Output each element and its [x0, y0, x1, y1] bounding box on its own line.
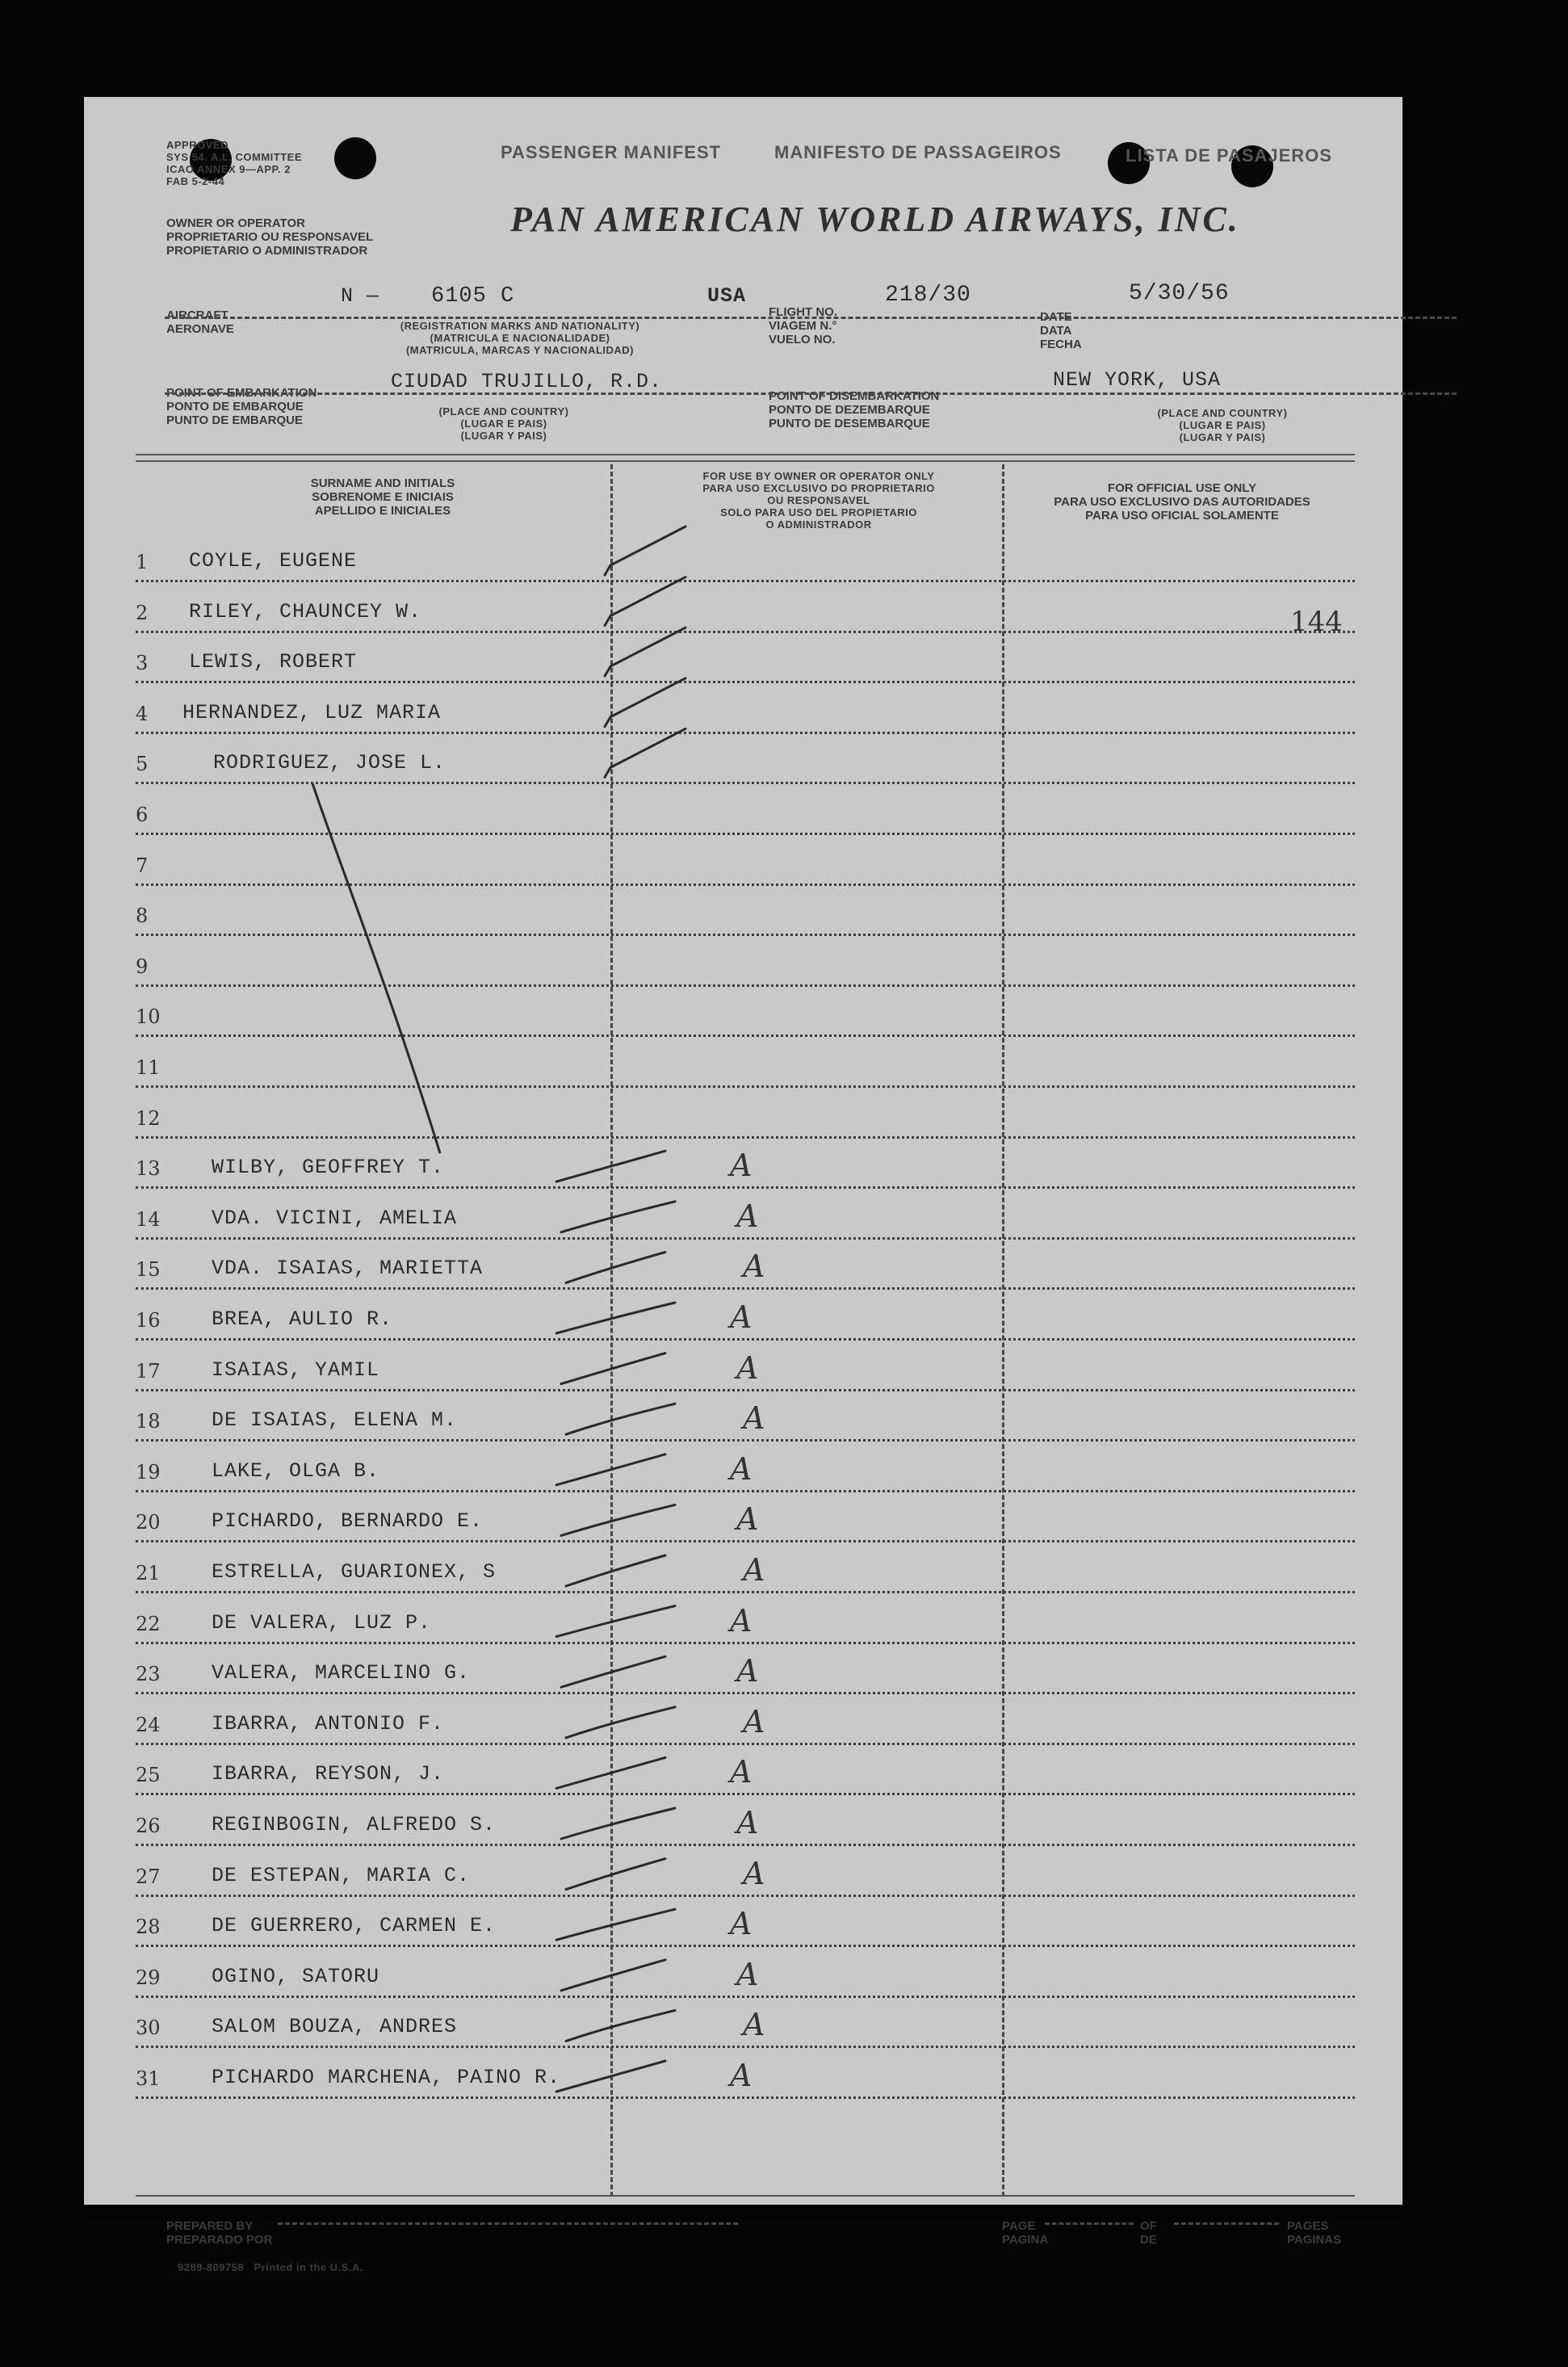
check-mark	[556, 2061, 665, 2092]
flight-label-es: VUELO NO.	[769, 333, 836, 346]
check-mark	[561, 1808, 675, 1839]
check-mark	[561, 1960, 665, 1991]
clearance-mark: A	[743, 2007, 765, 2043]
col-header-owner-line: PARA USO EXCLUSIVO DO PROPRIETARIO	[702, 482, 935, 494]
passenger-name: OGINO, SATORU	[212, 1964, 380, 1988]
check-mark	[556, 1151, 665, 1181]
check-mark	[566, 1707, 675, 1738]
col-header-official-pt: PARA USO EXCLUSIVO DAS AUTORIDADES	[1054, 495, 1310, 509]
passenger-name: RILEY, CHAUNCEY W.	[189, 599, 422, 623]
prepared-by	[166, 2219, 272, 2247]
passenger-name: VALERA, MARCELINO G.	[212, 1661, 471, 1685]
printed-in: Printed in the U.S.A.	[254, 2261, 363, 2273]
col-header-owner-line: OU RESPONSAVEL	[767, 494, 870, 506]
disembarkation-label-en: POINT OF DISEMBARKATION	[769, 389, 940, 403]
page-number-line	[1045, 2222, 1134, 2225]
passenger-name: BREA, AULIO R.	[212, 1307, 393, 1331]
row-number: 29	[136, 1966, 161, 1989]
disembarkation-value: NEW YORK, USA	[1053, 368, 1222, 392]
row-number: 25	[136, 1764, 161, 1787]
row-number: 7	[136, 854, 149, 877]
row-number: 1	[136, 551, 149, 573]
embarkation-label-pt: PONTO DE EMBARQUE	[166, 400, 304, 413]
prepared-by-en: PREPARED BY	[166, 2219, 254, 2233]
col-header-owner-line: FOR USE BY OWNER OR OPERATOR ONLY	[702, 470, 935, 482]
check-mark	[605, 678, 685, 727]
check-mark	[566, 1555, 665, 1586]
title-en: PASSENGER MANIFEST	[501, 142, 722, 162]
check-mark	[556, 1303, 675, 1333]
place-caption: (LUGAR E PAIS)	[460, 418, 547, 430]
row-number: 6	[136, 804, 149, 826]
clearance-mark: A	[730, 2058, 753, 2093]
strike-through-line	[312, 783, 440, 1153]
passenger-name: VDA. ISAIAS, MARIETTA	[212, 1257, 484, 1281]
print-info	[178, 2261, 363, 2273]
col-header-official-es: PARA USO OFICIAL SOLAMENTE	[1085, 509, 1279, 523]
row-number: 12	[136, 1106, 161, 1130]
page-label	[1002, 2219, 1048, 2247]
official-note: 144	[1290, 606, 1343, 638]
owner-label-en: OWNER OR OPERATOR	[166, 216, 305, 230]
check-mark	[605, 728, 685, 777]
check-mark	[605, 577, 685, 626]
of-label-en: OF	[1140, 2219, 1157, 2233]
passenger-name: PICHARDO, BERNARDO E.	[212, 1509, 484, 1534]
row-number: 9	[136, 955, 149, 978]
date-label-pt: DATA	[1040, 324, 1072, 338]
row-number: 22	[136, 1612, 161, 1635]
title-es: LISTA DE PASAJEROS	[1126, 145, 1332, 166]
clearance-mark: A	[730, 1450, 753, 1487]
place-caption: (LUGAR E PAIS)	[1179, 419, 1266, 431]
row-number: 17	[136, 1359, 161, 1383]
row-number: 24	[136, 1713, 161, 1736]
form-code-line: FAB 5-2-44	[166, 175, 225, 187]
row-number: 19	[136, 1460, 161, 1484]
row-number: 4	[136, 702, 149, 725]
pages-label	[1287, 2219, 1341, 2247]
disembarkation-label-es: PUNTO DE DESEMBARQUE	[769, 417, 930, 430]
passenger-name: ISAIAS, YAMIL	[212, 1358, 380, 1382]
owner-label-pt: PROPRIETARIO OU RESPONSAVEL	[166, 230, 374, 244]
clearance-mark: A	[743, 1855, 765, 1891]
page-count-line	[1174, 2222, 1279, 2225]
passenger-name: LAKE, OLGA B.	[212, 1458, 380, 1483]
embarkation-value: CIUDAD TRUJILLO, R.D.	[391, 370, 663, 393]
passenger-name: RODRIGUEZ, JOSE L.	[213, 751, 447, 775]
aircraft-registration: 6105 C	[431, 284, 515, 308]
company-name: PAN AMERICAN WORLD AIRWAYS, INC.	[510, 199, 1240, 239]
aircraft-prefix: N —	[341, 284, 380, 308]
table-bottom-rule	[136, 2195, 1355, 2197]
passenger-name: REGINBOGIN, ALFREDO S.	[212, 1813, 497, 1836]
handwritten-marks	[84, 97, 1402, 2205]
passenger-name: DE VALERA, LUZ P.	[212, 1610, 432, 1635]
col-header-owner-line: SOLO PARA USO DEL PROPIETARIO	[720, 506, 917, 518]
clearance-mark: A	[743, 1703, 765, 1740]
passenger-name: HERNANDEZ, LUZ MARIA	[182, 700, 442, 724]
embarkation-label-es: PUNTO DE EMBARQUE	[166, 413, 303, 427]
of-label-pt: DE	[1140, 2233, 1157, 2247]
page-label-pt: PAGINA	[1002, 2233, 1049, 2247]
clearance-mark: A	[736, 1198, 759, 1234]
prepared-by-line	[278, 2222, 738, 2225]
check-mark	[561, 1202, 675, 1232]
form-code-line: ICAO ANNEX 9—APP. 2	[166, 163, 291, 175]
form-number: 9289-809758	[178, 2261, 245, 2273]
col-header-owner-line: O ADMINISTRADOR	[765, 518, 872, 531]
row-number: 11	[136, 1056, 161, 1079]
owner-label-es: PROPIETARIO O ADMINISTRADOR	[166, 244, 368, 258]
check-mark	[561, 1353, 665, 1384]
row-number: 13	[136, 1157, 161, 1181]
passenger-name: DE ISAIAS, ELENA M.	[212, 1408, 458, 1433]
clearance-mark: A	[730, 1906, 753, 1942]
passenger-name: DE ESTEPAN, MARIA C.	[212, 1863, 471, 1887]
flight-date: 5/30/56	[1129, 281, 1230, 306]
place-caption: (PLACE AND COUNTRY)	[1157, 407, 1288, 419]
aircraft-label-pt: AERONAVE	[166, 322, 234, 336]
of-label	[1140, 2219, 1157, 2247]
date-label-en: DATE	[1040, 310, 1072, 324]
passenger-name: DE GUERRERO, CARMEN E.	[212, 1914, 497, 1938]
row-number: 3	[136, 652, 149, 675]
passenger-name: VDA. VICINI, AMELIA	[212, 1206, 458, 1230]
col-header-names-en: SURNAME AND INITIALS	[310, 476, 455, 490]
passenger-name: WILBY, GEOFFREY T.	[212, 1156, 445, 1180]
row-number: 16	[136, 1309, 161, 1332]
embarkation-label-en: POINT OF EMBARKATION	[166, 386, 317, 400]
reg-caption: (MATRICULA, MARCAS Y NACIONALIDAD)	[405, 344, 635, 356]
date-label-es: FECHA	[1040, 338, 1082, 351]
clearance-mark: A	[736, 1349, 759, 1386]
clearance-mark: A	[743, 1552, 765, 1588]
row-number: 2	[136, 601, 149, 624]
check-mark	[566, 1859, 665, 1890]
clearance-mark: A	[743, 1249, 765, 1285]
manifest-sheet	[84, 97, 1402, 2273]
clearance-mark: A	[736, 1653, 759, 1689]
form-code-line: APPROVED	[166, 139, 228, 151]
check-mark	[605, 527, 685, 575]
clearance-mark: A	[730, 1148, 753, 1184]
reg-caption: (REGISTRATION MARKS AND NATIONALITY)	[400, 320, 640, 332]
row-number: 30	[136, 2017, 161, 2040]
passenger-name: ESTRELLA, GUARIONEX, S	[212, 1560, 497, 1584]
flight-number: 218/30	[885, 283, 971, 308]
check-mark	[605, 627, 685, 676]
aircraft-label-en: AIRCRAFT	[166, 308, 228, 322]
row-number: 21	[136, 1562, 161, 1584]
clearance-mark: A	[736, 1501, 759, 1538]
passenger-name: IBARRA, ANTONIO F.	[212, 1711, 445, 1735]
row-number: 14	[136, 1207, 161, 1231]
prepared-by-pt: PREPARADO POR	[166, 2233, 273, 2247]
title-pt: MANIFESTO DE PASSAGEIROS	[774, 142, 1062, 162]
row-number: 5	[136, 753, 149, 776]
disembarkation-label-pt: PONTO DE DEZEMBARQUE	[769, 403, 930, 417]
clearance-mark: A	[743, 1400, 765, 1437]
passenger-name: SALOM BOUZA, ANDRES	[212, 2015, 458, 2039]
col-header-official-en: FOR OFFICIAL USE ONLY	[1107, 481, 1257, 495]
check-mark	[556, 1757, 665, 1788]
passenger-name: LEWIS, ROBERT	[189, 650, 358, 674]
clearance-mark: A	[736, 1956, 759, 1992]
flight-label-pt: VIAGEM N.°	[769, 319, 837, 333]
row-number: 28	[136, 1916, 161, 1939]
check-mark	[566, 1404, 675, 1434]
check-mark	[556, 1606, 675, 1637]
clearance-mark: A	[730, 1602, 753, 1639]
place-caption: (PLACE AND COUNTRY)	[438, 405, 569, 418]
page-label-en: PAGE	[1002, 2219, 1036, 2233]
row-number: 23	[136, 1663, 161, 1686]
check-mark	[561, 1505, 675, 1535]
row-number: 10	[136, 1005, 161, 1029]
row-number: 31	[136, 2067, 161, 2090]
passenger-name: PICHARDO MARCHENA, PAINO R.	[212, 2066, 561, 2089]
check-mark	[556, 1454, 665, 1485]
clearance-mark: A	[730, 1754, 753, 1790]
flight-label-en: FLIGHT NO.	[769, 305, 837, 319]
place-caption: (LUGAR Y PAIS)	[1179, 431, 1266, 443]
passenger-name: COYLE, EUGENE	[189, 549, 358, 573]
reg-caption: (MATRICULA E NACIONALIDADE)	[430, 332, 610, 344]
row-number: 18	[136, 1410, 161, 1433]
place-caption: (LUGAR Y PAIS)	[460, 430, 547, 442]
check-mark	[566, 2010, 675, 2041]
col-header-names-pt: SOBRENOME E INICIAIS	[312, 490, 454, 504]
pages-label-pt: PAGINAS	[1287, 2233, 1342, 2247]
row-number: 26	[136, 1815, 161, 1837]
row-number: 15	[136, 1258, 161, 1282]
row-number: 8	[136, 904, 149, 928]
passenger-name: IBARRA, REYSON, J.	[212, 1762, 445, 1786]
pages-label-en: PAGES	[1287, 2219, 1329, 2233]
check-mark	[556, 1909, 675, 1940]
row-number: 27	[136, 1865, 161, 1888]
col-header-names-es: APELLIDO E INICIALES	[314, 504, 451, 518]
form-code-line: SYS 54. A.L. COMMITTEE	[166, 151, 302, 163]
row-number: 20	[136, 1511, 161, 1534]
clearance-mark: A	[736, 1805, 759, 1840]
aircraft-nationality: USA	[707, 284, 747, 308]
check-mark	[561, 1656, 665, 1687]
clearance-mark: A	[730, 1299, 753, 1335]
check-mark	[566, 1252, 665, 1282]
